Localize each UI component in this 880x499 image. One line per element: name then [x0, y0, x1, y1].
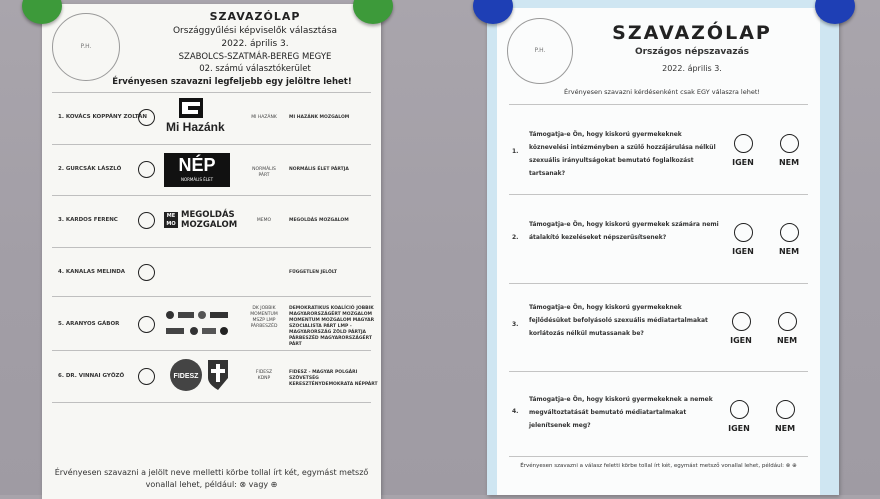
parliamentary-ballot [42, 4, 381, 499]
question-text: Támogatja-e Ön, hogy kiskorú gyermekek számára nemi átalakító kezeléseket népszerűsítsenek? [529, 221, 719, 241]
stamp-label: P.H. [534, 47, 546, 55]
party-full: FÜGGETLEN JELÖLT [289, 270, 338, 275]
vote-circle[interactable] [138, 368, 155, 385]
ballot-title: SZAVAZÓLAP [612, 22, 772, 44]
row-divider [52, 92, 371, 93]
candidate-name: 1. KOVÁCS KOPPÁNY ZOLTÁN [58, 114, 147, 120]
row-divider [509, 456, 808, 457]
candidate-name: 3. KARDOS FERENC [58, 217, 118, 223]
candidate-name: 4. KANALAS MELINDA [58, 269, 126, 275]
ballot-district: 02. számú választókerület [199, 64, 311, 74]
row-divider [509, 283, 808, 284]
question-number: 3. [512, 321, 519, 328]
row-divider [52, 195, 371, 196]
ballot-instructions: Érvényesen szavazni a válasz feletti körbe tollal írt két, egymást metsző vonallal lehet, például: ⊗ ⊕ [520, 463, 797, 469]
ballot-subtitle: Országos népszavazás [634, 47, 750, 57]
question-number: 2. [512, 234, 519, 241]
megoldas-logo: ME MO MEGOLDÁS MOZGALOM [164, 209, 234, 233]
official-stamp-area [52, 13, 120, 81]
yes-circle[interactable] [732, 312, 751, 331]
row-divider [52, 350, 371, 351]
question-text: Támogatja-e Ön, hogy kiskorú gyermekeknek fejlődésüket befolyásoló szexuális médiatartalmakat korlátozás nélkül mutassanak be? [529, 304, 708, 337]
ballot-county: SZABOLCS-SZATMÁR-BEREG MEGYE [178, 52, 332, 62]
ballot-date: 2022. április 3. [662, 64, 722, 73]
nep-logo: NÉP NORMÁLIS ÉLET [164, 153, 230, 187]
party-short: FIDESZ KDNP [255, 370, 273, 381]
row-divider [509, 104, 808, 105]
vote-circle[interactable] [138, 212, 155, 229]
ballot-rule: Érvényesen szavazni legfeljebb egy jelöltre lehet! [112, 77, 352, 87]
official-stamp-area [507, 18, 573, 84]
yes-circle[interactable] [734, 134, 753, 153]
vote-circle[interactable] [138, 161, 155, 178]
yes-label: IGEN [732, 158, 754, 167]
yes-circle[interactable] [730, 400, 749, 419]
yes-label: IGEN [732, 247, 754, 256]
party-full: FIDESZ - MAGYAR POLGÁRI SZÖVETSÉG KERESZTÉNYDEMOKRATA NÉPPÁRT [289, 370, 378, 387]
yes-label: IGEN [728, 424, 750, 433]
row-divider [52, 144, 371, 145]
row-divider [52, 402, 371, 403]
question-text: Támogatja-e Ön, hogy kiskorú gyermekeknek köznevelési intézményben a szülő hozzájárulása nélkül szexuális irányultságokat bemutató foglalkozást tartsanak? [529, 131, 716, 177]
question-text: Támogatja-e Ön, hogy kiskorú gyermekeknek a nemek megváltoztatását bemutató médiatartalmakat jelenítsenek meg? [529, 396, 713, 429]
yes-label: IGEN [730, 336, 752, 345]
mi-hazank-logo [164, 98, 230, 134]
svg-text:FIDESZ: FIDESZ [173, 373, 199, 380]
party-short: NORMÁLIS PÁRT [252, 167, 276, 178]
referendum-ballot [497, 8, 820, 495]
row-divider [509, 371, 808, 372]
party-full: MI HAZÁNK MOZGALOM [289, 115, 350, 120]
no-label: NEM [778, 158, 800, 167]
no-label: NEM [776, 336, 798, 345]
vote-circle[interactable] [138, 109, 155, 126]
party-full: MEGOLDÁS MOZGALOM [289, 218, 349, 223]
ballot-title: SZAVAZÓLAP [209, 10, 301, 23]
fidesz-kdnp-logo [170, 358, 230, 392]
candidate-name: 6. DR. VINNAI GYŐZŐ [58, 373, 125, 379]
party-short: MEMO [256, 218, 272, 223]
row-divider [52, 296, 371, 297]
question-number: 1. [512, 148, 519, 155]
party-short: DK JOBBIK MOMENTUM MSZP LMP PÁRBESZÉD [250, 306, 278, 329]
opposition-logos [164, 306, 234, 342]
question-number: 4. [512, 408, 519, 415]
party-full: NORMÁLIS ÉLET PÁRTJA [289, 167, 349, 172]
no-circle[interactable] [776, 400, 795, 419]
no-label: NEM [778, 247, 800, 256]
ballot-rule: Érvényesen szavazni kérdésenként csak EGY válaszra lehet! [563, 88, 760, 96]
ballot-date: 2022. április 3. [221, 39, 289, 49]
ballot-instructions: Érvényesen szavazni a jelölt neve melletti körbe tollal írt két, egymást metsző vonallal lehet, például: ⊗ vagy ⊕ [54, 468, 369, 489]
ballot-subtitle: Országgyűlési képviselők választása [172, 26, 338, 36]
candidate-name: 5. ARANYOS GÁBOR [58, 321, 120, 327]
stamp-label: P.H. [80, 43, 92, 51]
vote-circle[interactable] [138, 264, 155, 281]
party-full: DEMOKRATIKUS KOALÍCIÓ JOBBIK MAGYARORSZÁGÉRT MOZGALOM MOMENTUM MOZGALOM MAGYAR SZOCIALISTA PÁRT LMP - MAGYARORSZÁG ZÖLD PÁRTJA PÁRBESZÉD MAGYARORSZÁGÉRT PÁRT [289, 306, 375, 347]
yes-circle[interactable] [734, 223, 753, 242]
svg-text:Mi Hazánk: Mi Hazánk [166, 120, 225, 134]
no-circle[interactable] [780, 134, 799, 153]
no-circle[interactable] [778, 312, 797, 331]
no-label: NEM [774, 424, 796, 433]
vote-circle[interactable] [138, 316, 155, 333]
row-divider [52, 247, 371, 248]
party-short: MI HAZÁNK [251, 115, 277, 120]
row-divider [509, 194, 808, 195]
candidate-name: 2. GURCSÁK LÁSZLÓ [58, 166, 122, 172]
no-circle[interactable] [780, 223, 799, 242]
